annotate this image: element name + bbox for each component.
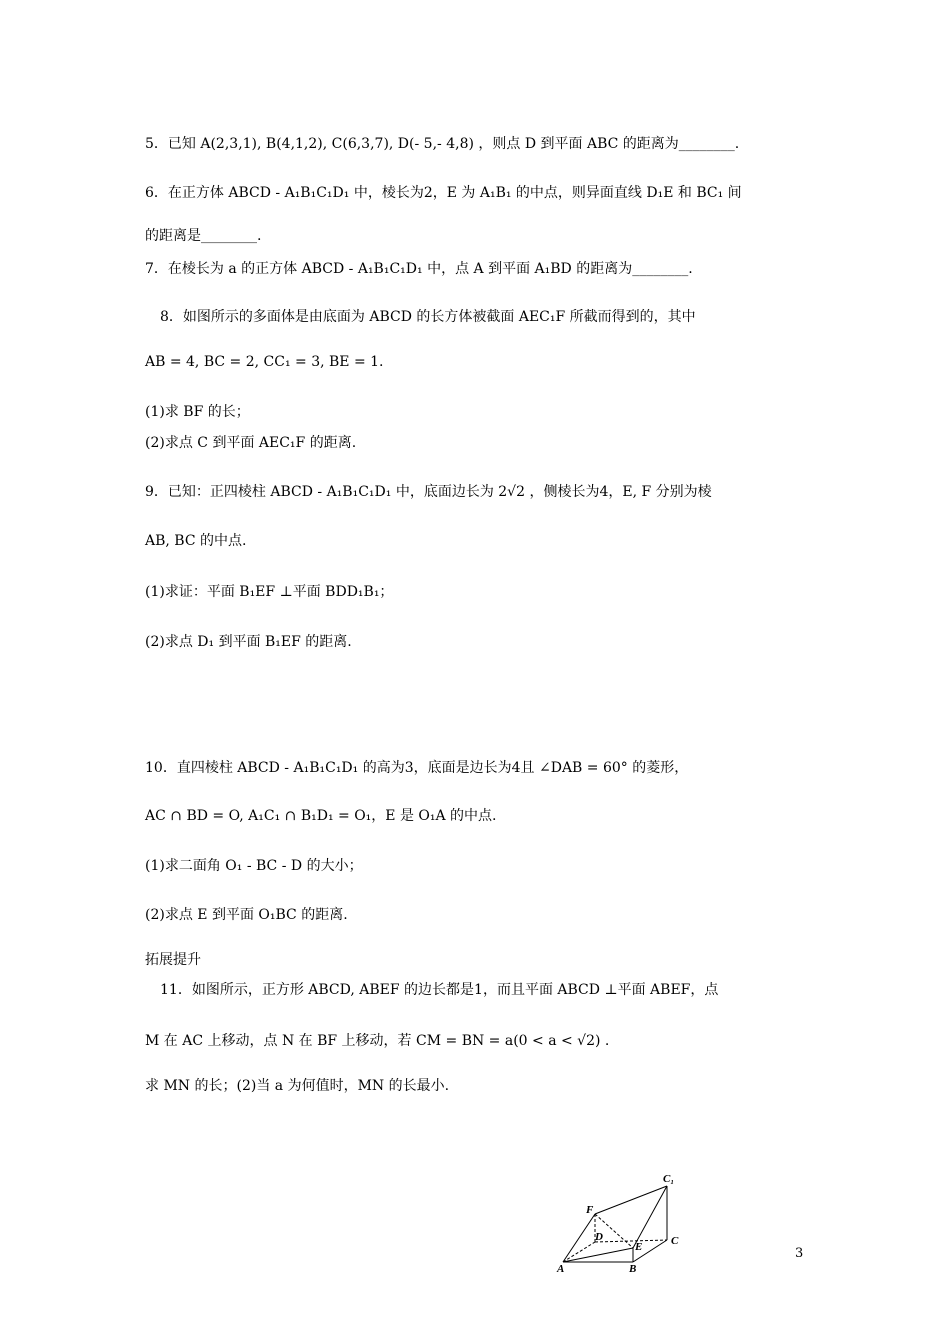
problem-9-part2: (2)求点 D₁ 到平面 B₁EF 的距离.	[145, 634, 352, 650]
problem-6-line1: 6．在正方体 ABCD - A₁B₁C₁D₁ 中，棱长为2，E 为 A₁B₁ 的中点，则异面直线 D₁E 和 BC₁ 间	[145, 185, 742, 201]
problem-11-line3: 求 MN 的长；(2)当 a 为何值时，MN 的长最小.	[145, 1078, 450, 1094]
section-heading-extension: 拓展提升	[145, 952, 201, 968]
problem-8-line1: 8．如图所示的多面体是由底面为 ABCD 的长方体被截面 AEC₁F 所截而得到的，其中	[160, 309, 696, 325]
vertex-label-A: A	[557, 1263, 565, 1274]
problem-6-line2: 的距离是________.	[145, 228, 262, 244]
vertex-label-C1: C₁	[663, 1173, 675, 1185]
vertex-label-B: B	[629, 1263, 637, 1274]
problem-9-line1: 9．已知：正四棱柱 ABCD - A₁B₁C₁D₁ 中，底面边长为 2√2 ，侧棱长为4，E, F 分别为棱	[145, 484, 712, 500]
problem-9-part1: (1)求证：平面 B₁EF ⊥平面 BDD₁B₁；	[145, 584, 394, 600]
problem-7: 7．在棱长为 a 的正方体 ABCD - A₁B₁C₁D₁ 中，点 A 到平面 A₁BD 的距离为________.	[145, 261, 693, 277]
problem-11-line1: 11．如图所示，正方形 ABCD, ABEF 的边长都是1，而且平面 ABCD ⊥平面 ABEF，点	[160, 982, 719, 998]
problem-9-line2: AB, BC 的中点.	[145, 533, 247, 549]
problem-8-part1: (1)求 BF 的长；	[145, 404, 250, 420]
problem-10-line2: AC ∩ BD = O, A₁C₁ ∩ B₁D₁ = O₁，E 是 O₁A 的中点.	[145, 808, 497, 824]
problem-8-line2: AB = 4, BC = 2, CC₁ = 3, BE = 1.	[145, 354, 384, 370]
problem-10-line1: 10．直四棱柱 ABCD - A₁B₁C₁D₁ 的高为3，底面是边长为4且 ∠DAB = 60° 的菱形，	[145, 760, 689, 776]
edge-E-C1	[633, 1186, 667, 1248]
problem-8-part2: (2)求点 C 到平面 AEC₁F 的距离.	[145, 435, 357, 451]
vertex-label-F: F	[586, 1204, 594, 1216]
edge-A-F	[563, 1214, 595, 1262]
vertex-label-E: E	[635, 1241, 643, 1253]
vertex-label-C: C	[671, 1235, 679, 1247]
problem-11-line2: M 在 AC 上移动，点 N 在 BF 上移动，若 CM = BN = a(0 < a < √2) .	[145, 1033, 610, 1049]
edge-F-C1	[595, 1186, 667, 1214]
page-number: 3	[795, 1246, 804, 1261]
vertex-label-D: D	[595, 1231, 603, 1243]
polyhedron-figure	[555, 1168, 695, 1274]
problem-5: 5．已知 A(2,3,1), B(4,1,2), C(6,3,7), D(- 5,- 4,8) ，则点 D 到平面 ABC 的距离为________.	[145, 136, 740, 152]
problem-10-part2: (2)求点 E 到平面 O₁BC 的距离.	[145, 907, 348, 923]
problem-10-part1: (1)求二面角 O₁ - BC - D 的大小；	[145, 858, 363, 874]
edge-D-C	[595, 1240, 667, 1242]
